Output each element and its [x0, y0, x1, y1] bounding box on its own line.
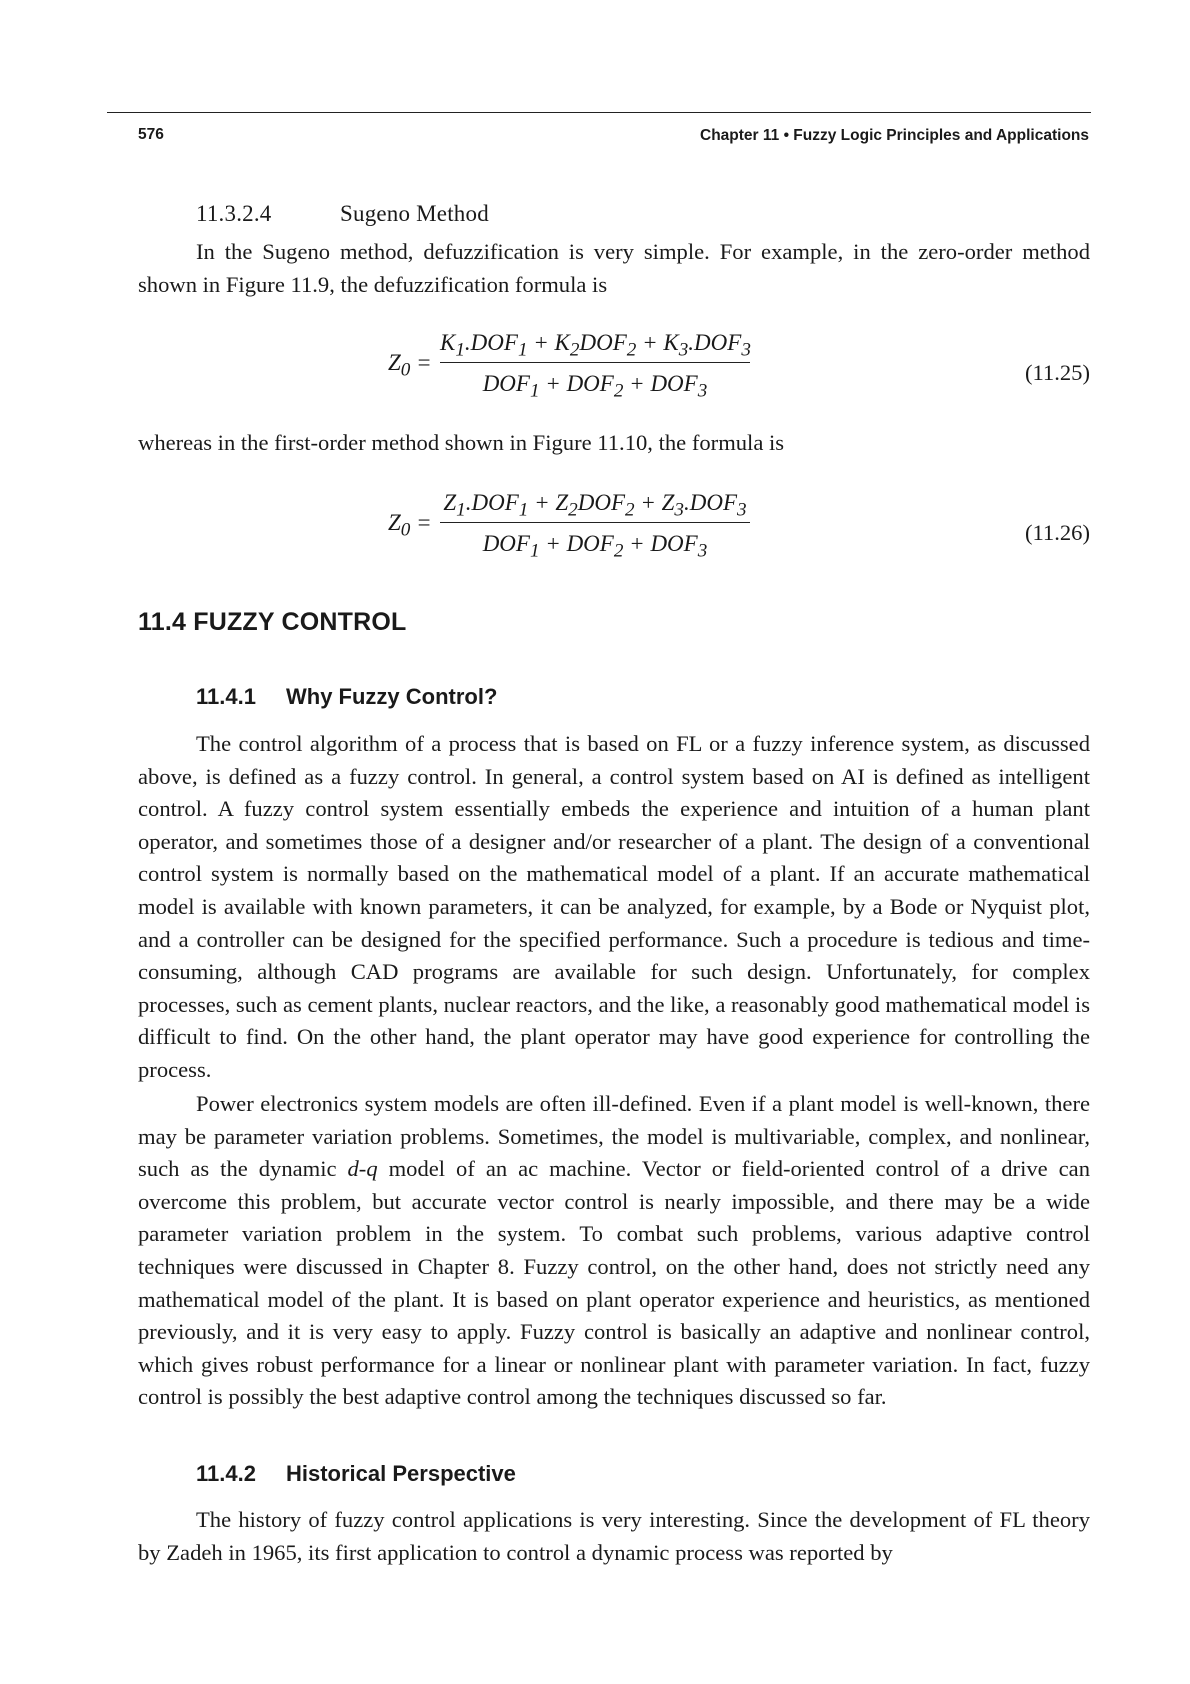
dq-model-italic: d-q [347, 1156, 378, 1182]
math-subscript: 1 [529, 380, 540, 402]
fraction-bar [440, 522, 750, 523]
equation-11-25 [380, 326, 750, 408]
math-subscript: 3 [697, 380, 708, 402]
math-subscript: 2 [625, 499, 635, 521]
section-heading [138, 608, 406, 637]
math-subscript: 3 [737, 499, 747, 521]
math-subscript: 3 [674, 499, 684, 521]
equation-11-26 [380, 486, 750, 568]
running-head: Chapter 11 • Fuzzy Logic Principles and Applications [700, 127, 1089, 144]
subsubsection-number: 11.3.2.4 [196, 201, 272, 226]
fraction-bar [440, 362, 750, 363]
subsection-heading-historical-perspective [196, 1461, 516, 1487]
subsubsection-heading-sugeno [196, 201, 489, 227]
math-subscript: 3 [678, 339, 689, 361]
sugeno-between-paragraph: whereas in the first-order method shown in Figure 11.10, the formula is [138, 430, 785, 455]
math-subscript: 1 [517, 339, 528, 361]
math-subscript: 2 [568, 499, 578, 521]
math-subscript: 3 [741, 339, 751, 361]
sugeno-intro-paragraph: In the Sugeno method, defuzzification is very simple. For example, in the zero-order method shown in Figure 11.9, the defuzzification formula is [138, 239, 1090, 297]
math-subscript: 1 [455, 339, 465, 361]
equation-denominator: $DOF_1 + DOF_2 + DOF_3$ [482, 371, 708, 402]
historical-perspective-paragraph-1: The history of fuzzy control applications is very interesting. Since the development of FL theory by Zadeh in 1965, its first application to control a dynamic process was reported by [138, 1507, 1090, 1565]
equation-number-11-26: (11.26) [1024, 520, 1090, 545]
math-subscript: 2 [569, 339, 580, 361]
math-subscript: 1 [529, 540, 540, 562]
subsection-title: Why Fuzzy Control? [286, 684, 498, 709]
math-subscript: 1 [518, 499, 529, 521]
math-subscript: 2 [613, 380, 624, 402]
subsection-heading-why-fuzzy-control [196, 684, 497, 710]
equation-fraction [440, 326, 750, 401]
subsection-title: Historical Perspective [286, 1461, 516, 1486]
section-number: 11.4 [138, 608, 187, 636]
section-title: FUZZY CONTROL [193, 608, 407, 636]
math-subscript: 2 [613, 540, 624, 562]
equation-denominator: $DOF_1 + DOF_2 + DOF_3$ [482, 531, 708, 562]
equation-numerator: $Z_1.DOF_1 + Z_2DOF_2 + Z_3.DOF_3$ [443, 490, 747, 521]
equation-lhs: $Z_0$ = [388, 350, 432, 381]
math-subscript: 1 [456, 499, 466, 521]
page-number: 576 [138, 126, 164, 143]
equation-lhs: $Z_0$ = [388, 510, 432, 541]
equation-fraction [440, 486, 750, 561]
subsection-number: 11.4.2 [196, 1461, 256, 1486]
math-subscript: 2 [626, 339, 637, 361]
why-fuzzy-control-paragraph-2: Power electronics system models are often ill-defined. Even if a plant model is well-known, there may be parameter variation problems. Sometimes, the model is multivariable, complex, and nonlinear, such as the dynamic d-q model of an ac machine. Vector or field-oriented control of a drive can overcome this problem, but accurate vector control is nearly impossible, and there may be a wide parameter variation problem in the system. To combat such problems, various adaptive control techniques were discussed in Chapter 8. Fuzzy control, on the other hand, does not strictly need any mathematical model of the plant. It is based on plant operator experience and heuristics, as mentioned previously, and it is very easy to apply. Fuzzy control is basically an adaptive and nonlinear control, which gives robust performance for a linear or nonlinear plant with parameter variation. In fact, fuzzy control is possibly the best adaptive control among the techniques discussed so far. [138, 1091, 1090, 1410]
why-fuzzy-control-paragraph-1: The control algorithm of a process that is based on FL or a fuzzy inference system, as discussed above, is defined as a fuzzy control. In general, a control system based on AI is defined as intelligent control. A fuzzy control system essentially embeds the experience and intuition of a human plant operator, and sometimes those of a designer and/or researcher of a plant. The design of a conventional control system is normally based on the mathematical model of a plant. If an accurate mathematical model is available with known parameters, it can be analyzed, for example, by a Bode or Nyquist plot, and a controller can be designed for the specified performance. Such a procedure is tedious and time-consuming, although CAD programs are available for such design. Unfortunately, for complex processes, such as cement plants, nuclear reactors, and the like, a reasonably good mathematical model is difficult to find. On the other hand, the plant operator may have good experience for controlling the process. [138, 731, 1090, 1082]
equation-number-11-25: (11.25) [1024, 360, 1090, 385]
header-rule [107, 112, 1091, 113]
subsubsection-title: Sugeno Method [340, 201, 489, 226]
math-subscript: 3 [697, 540, 708, 562]
subsection-number: 11.4.1 [196, 684, 256, 709]
equation-numerator: $K_1.DOF_1 + K_2DOF_2 + K_3.DOF_3$ [440, 330, 751, 361]
